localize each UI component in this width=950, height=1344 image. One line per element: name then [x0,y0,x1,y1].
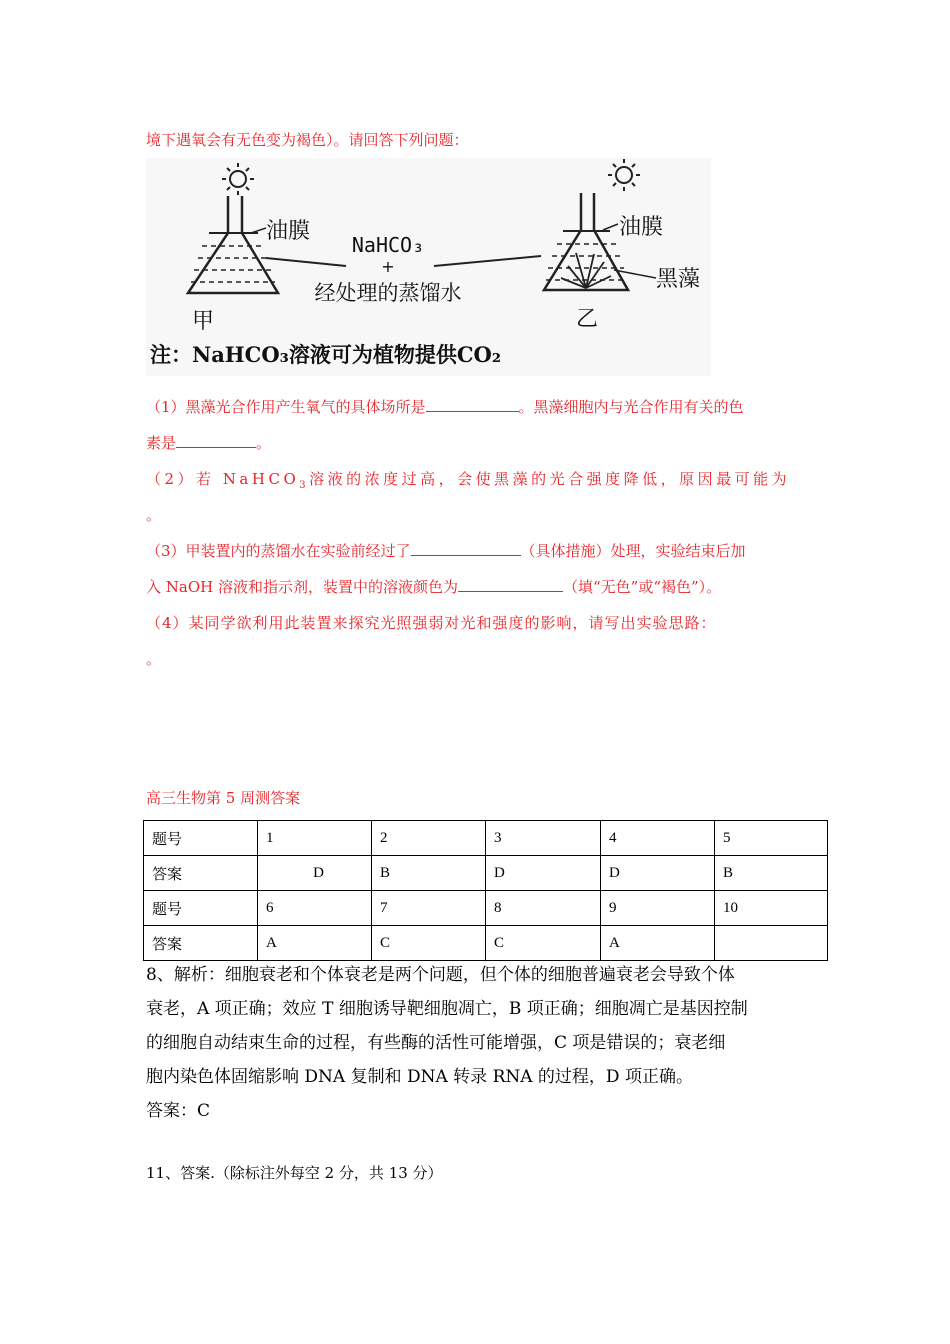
table-cell: 10 [715,891,828,926]
center-plus: + [381,257,395,276]
question-1-line-1 [146,396,744,417]
analysis-line: 衰老，A 项正确；效应 T 细胞诱导靶细胞凋亡，B 项正确；细胞凋亡是基因控制 [146,999,748,1019]
table-cell: 4 [601,821,715,856]
q1-text-d: 。 [256,434,272,452]
center-top-label: NaHCO₃ [351,233,425,257]
table-cell: D [258,856,372,891]
q1-text-a: （1）黑藻光合作用产生氧气的具体场所是 [146,398,426,416]
answer-title: 高三生物第 5 周测答案 [146,789,301,807]
q3-text-a: （3）甲装置内的蒸馏水在实验前经过了 [146,542,411,560]
table-cell: 2 [372,821,486,856]
center-bottom-label: 经处理的蒸馏水 [314,281,462,305]
q1-blank-1[interactable] [426,397,519,412]
table-cell: 6 [258,891,372,926]
analysis-line: 的细胞自动结束生命的过程，有些酶的活性可能增强，C 项是错误的；衰老细 [146,1033,726,1053]
q1-text-b: 。黑藻细胞内与光合作用有关的色 [518,398,744,416]
q3-text-b: （具体措施）处理，实验结束后加 [520,542,746,560]
q2-text-b: 溶液的浓度过高，会使黑藻的光合强度降低，原因最可能为 [309,470,791,488]
answer-table [143,820,828,961]
table-row [144,856,828,891]
q3-text-d: （填“无色”或“褐色”）。 [562,578,722,596]
q3-blank-1[interactable] [411,541,521,556]
q2-text-a: （2）若 NaHCO [146,470,300,488]
table-cell: B [372,856,486,891]
flask-left-name: 甲 [192,309,215,334]
question-4-line-1: （4）某同学欲利用此装置来探究光照强弱对光和强度的影响，请写出实验思路： [146,614,717,632]
table-cell: 答案 [144,926,258,961]
q2-subscript: 3 [299,480,310,491]
question-1-line-2 [146,432,271,453]
intro-line: 境下遇氧会有无色变为褐色）。请回答下列问题： [146,131,469,149]
table-cell: C [372,926,486,961]
flask-right-label: 油膜 [619,215,664,240]
table-cell: D [486,856,601,891]
experiment-figure [146,158,711,376]
table-cell: 8 [486,891,601,926]
analysis-answer: 答案：C [146,1101,211,1121]
flask-right-name: 乙 [576,307,599,332]
table-row [144,926,828,961]
table-row [144,821,828,856]
question-2-line-1 [146,468,790,491]
flask-right-plant: 黑藻 [656,267,701,292]
question-4-line-2: 。 [146,650,162,668]
q3-text-c: 入 NaOH 溶液和指示剂，装置中的溶液颜色为 [146,578,458,596]
analysis-paragraph [146,958,812,1128]
q3-blank-2[interactable] [458,577,563,592]
table-cell: 7 [372,891,486,926]
table-row [144,891,828,926]
analysis-line: 胞内染色体固缩影响 DNA 复制和 DNA 转录 RNA 的过程，D 项正确。 [146,1067,693,1087]
table-cell: 1 [258,821,372,856]
table-cell: D [601,856,715,891]
question-3-line-2 [146,576,721,597]
table-cell: A [601,926,715,961]
table-cell [715,926,828,961]
table-cell: 9 [601,891,715,926]
q1-text-c: 素是 [146,434,177,452]
question-3-line-1 [146,540,746,561]
table-cell: 5 [715,821,828,856]
question-2-line-2: 。 [146,506,162,524]
table-cell: C [486,926,601,961]
table-cell: 题号 [144,891,258,926]
table-cell: A [258,926,372,961]
flask-left-label: 油膜 [266,219,311,244]
figure-note: 注：NaHCO₃溶液可为植物提供CO₂ [150,342,502,367]
table-cell: 题号 [144,821,258,856]
table-cell: 3 [486,821,601,856]
q1-blank-2[interactable] [176,433,256,448]
analysis-line: 8、解析：细胞衰老和个体衰老是两个问题，但个体的细胞普遍衰老会导致个体 [146,965,735,985]
table-cell: B [715,856,828,891]
question-11-answer-line: 11、答案.（除标注外每空 2 分，共 13 分） [146,1164,443,1182]
table-cell: 答案 [144,856,258,891]
